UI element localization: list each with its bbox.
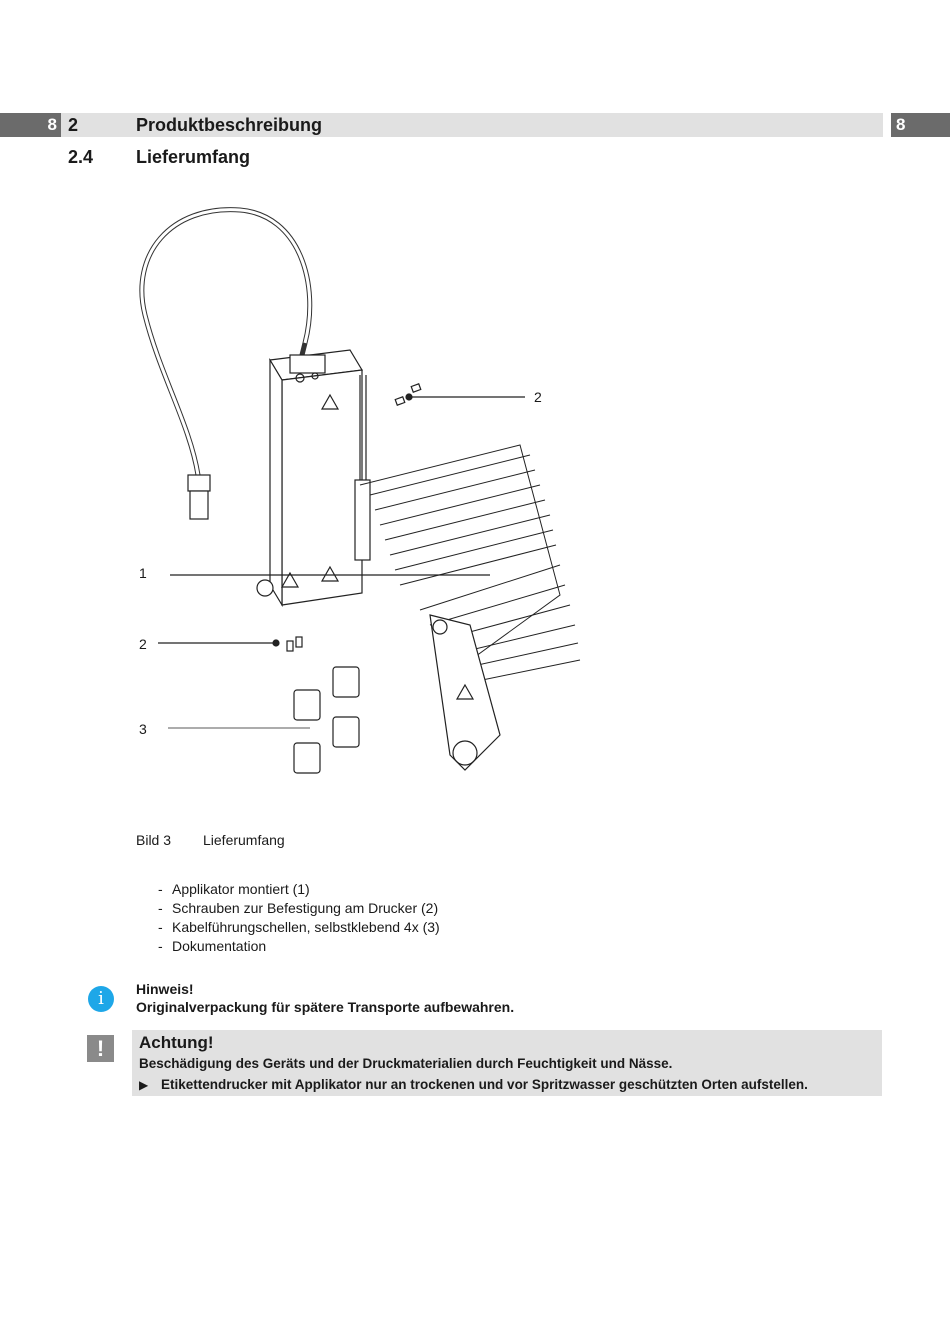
delivery-list — [158, 880, 440, 956]
warning-action: ▶ Etikettendrucker mit Applikator nur an trockenen und vor Spritzwasser geschützten Orten aufstellen. — [139, 1077, 808, 1092]
callout-2-top: 2 — [534, 389, 542, 405]
delivery-scope-figure — [120, 195, 600, 795]
callout-3: 3 — [139, 721, 147, 737]
section-number: 2.4 — [68, 147, 94, 167]
page-number-right: 8 — [891, 113, 950, 137]
info-icon: i — [88, 986, 114, 1012]
section-title: Lieferumfang — [136, 147, 251, 167]
callout-1: 1 — [139, 565, 147, 581]
chapter-header — [0, 113, 950, 137]
note-text: Originalverpackung für spätere Transporte aufbewahren. — [136, 999, 515, 1015]
list-item: - Kabelführungschellen, selbstklebend 4x (3) — [158, 919, 440, 935]
list-item: - Schrauben zur Befestigung am Drucker (2) — [158, 900, 439, 916]
chapter-number: 2 — [68, 115, 79, 135]
page-number-left: 8 — [0, 113, 61, 137]
warning-title: Achtung! — [139, 1033, 214, 1052]
warning-text: Beschädigung des Geräts und der Druckmaterialien durch Feuchtigkeit und Nässe. — [139, 1056, 673, 1071]
warning-box — [132, 1030, 882, 1096]
figure-caption-text: Lieferumfang — [203, 832, 285, 848]
list-item: - Applikator montiert (1) — [158, 881, 310, 897]
note-title: Hinweis! — [136, 981, 194, 997]
arrow-right-icon: ▶ — [139, 1078, 149, 1092]
figure-caption-label: Bild 3 — [136, 832, 172, 848]
exclamation-icon: ! — [87, 1035, 114, 1062]
callout-2-bottom: 2 — [139, 636, 147, 652]
applicator-drawing — [120, 195, 600, 795]
chapter-title: Produktbeschreibung — [136, 115, 323, 135]
list-item: - Dokumentation — [158, 938, 267, 954]
